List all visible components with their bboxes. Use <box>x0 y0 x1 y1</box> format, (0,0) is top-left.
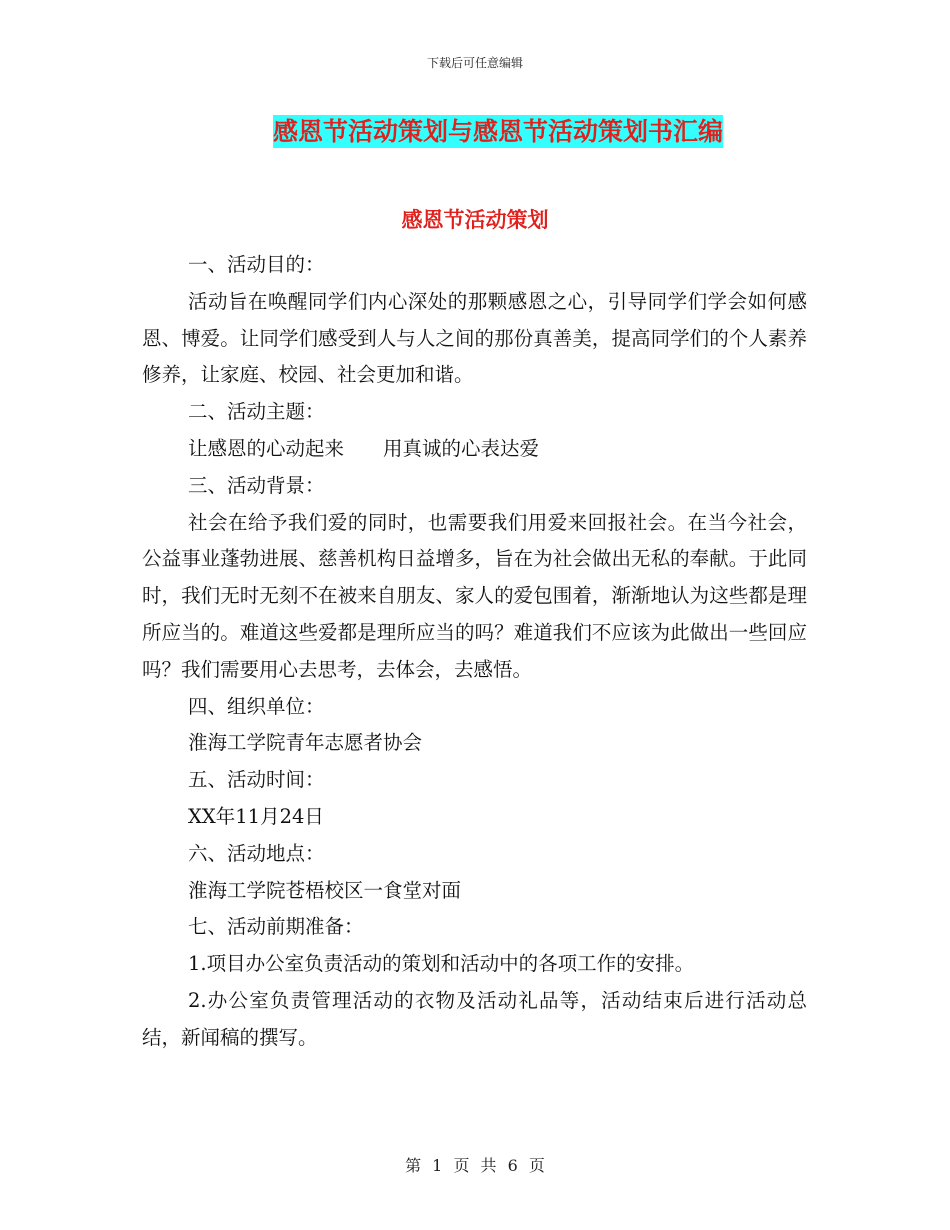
paragraph-purpose: 活动旨在唤醒同学们内心深处的那颗感恩之心，引导同学们学会如何感恩、博爱。让同学们感受到人与人之间的那份真善美，提高同学们的个人素养修养，让家庭、校园、社会更加和谐。 <box>142 289 807 387</box>
document-body <box>142 247 807 1057</box>
paragraph-background: 社会在给予我们爱的同时，也需要我们用爱来回报社会。在当今社会，公益事业蓬勃进展、慈善机构日益增多，旨在为社会做出无私的奉献。于此同时，我们无时无刻不在被来自朋友、家人的爱包围着，渐渐地认为这些都是理所应当的。难道这些爱都是理所应当的吗？难道我们不应该为此做出一些回应吗？我们需要用心去思考，去体会，去感悟。 <box>142 510 807 681</box>
heading-time: 五、活动时间： <box>188 768 325 792</box>
paragraph-location: 淮海工学院苍梧校区一食堂对面 <box>188 878 462 902</box>
list-item-preparation-2: 2.办公室负责管理活动的衣物及活动礼品等，活动结束后进行活动总结，新闻稿的撰写。 <box>142 988 807 1049</box>
paragraph-time: XX年11月24日 <box>188 804 324 828</box>
heading-location: 六、活动地点： <box>188 841 325 865</box>
heading-preparation: 七、活动前期准备： <box>188 915 364 939</box>
paragraph-organizer: 淮海工学院青年志愿者协会 <box>188 731 423 755</box>
heading-organizer: 四、组织单位： <box>188 694 325 718</box>
heading-background: 三、活动背景： <box>188 473 325 497</box>
header-note: 下载后可任意编辑 <box>426 56 523 70</box>
page-footer: 第 1 页 共 6 页 <box>405 1156 545 1175</box>
heading-theme: 二、活动主题： <box>188 400 325 424</box>
document-title-text: 感恩节活动策划与感恩节活动策划书汇编 <box>272 117 723 146</box>
document-title <box>0 112 950 148</box>
heading-purpose: 一、活动目的： <box>188 253 325 276</box>
list-item-preparation-1: 1.项目办公室负责活动的策划和活动中的各项工作的安排。 <box>188 952 695 976</box>
paragraph-theme: 让感恩的心动起来 用真诚的心表达爱 <box>188 436 540 460</box>
section-title: 感恩节活动策划 <box>401 207 549 232</box>
